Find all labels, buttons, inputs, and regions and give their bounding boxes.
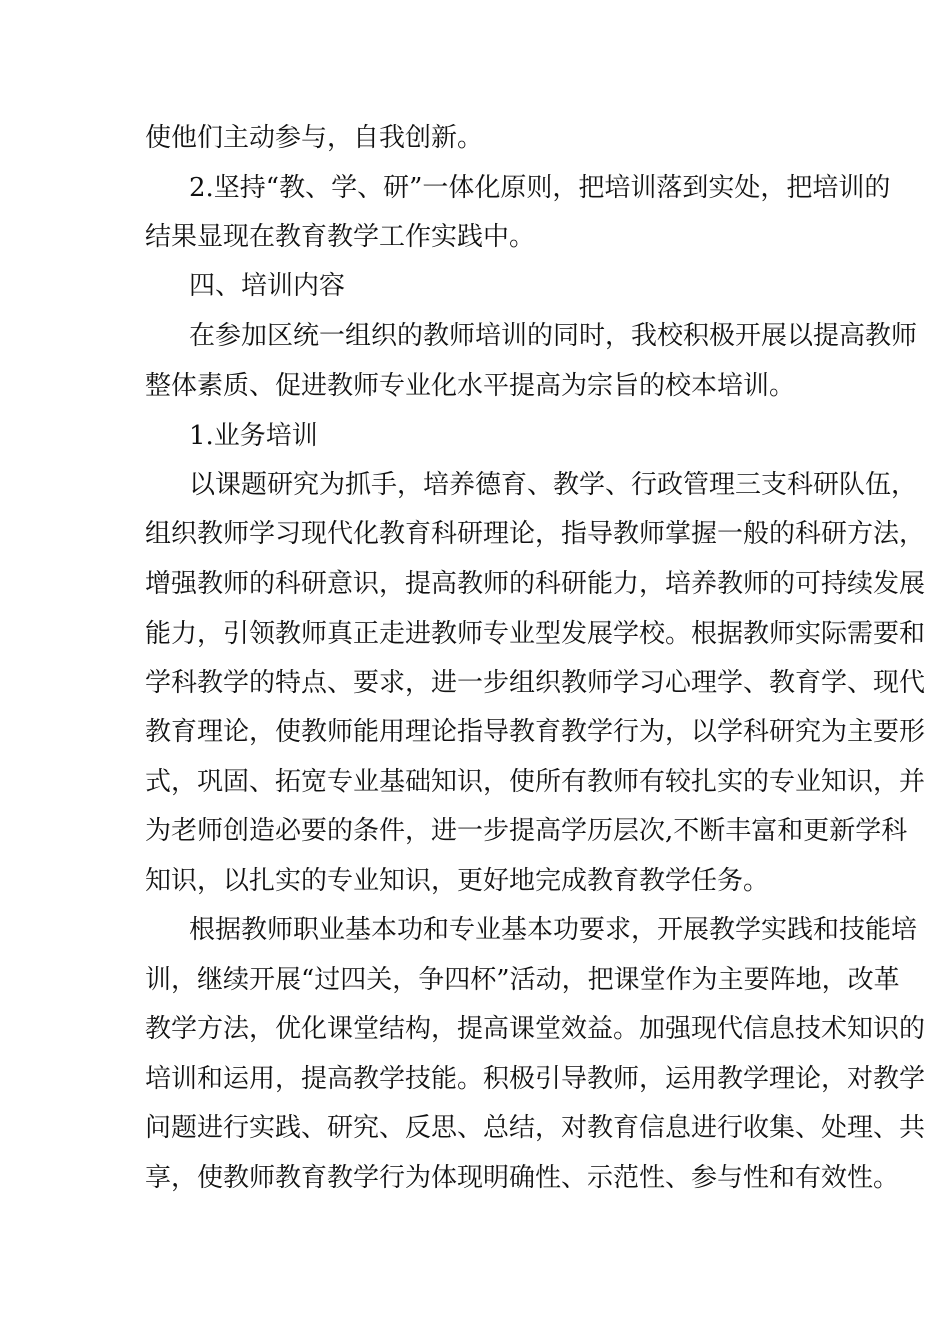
text-line: 2.坚持“教、学、研”一体化原则，把培训落到实处，把培训的 [189,173,891,203]
subsection-heading: 1.业务培训 [189,421,318,451]
text-line: 问题进行实践、研究、反思、总结，对教育信息进行收集、处理、共 [145,1113,926,1143]
text-line: 组织教师学习现代化教育科研理论，指导教师掌握一般的科研方法， [145,519,926,549]
text-line: 以课题研究为抓手，培养德育、教学、行政管理三支科研队伍， [189,470,918,500]
text-line: 使他们主动参与，自我创新。 [145,123,484,153]
text-line: 知识，以扎实的专业知识，更好地完成教育教学任务。 [145,866,770,896]
text-line: 训，继续开展“过四关，争四杯”活动，把课堂作为主要阵地，改革 [145,965,900,995]
text-line: 根据教师职业基本功和专业基本功要求，开展教学实践和技能培 [189,915,918,945]
text-line: 教育理论，使教师能用理论指导教育教学行为，以学科研究为主要形 [145,717,926,747]
text-line: 式，巩固、拓宽专业基础知识，使所有教师有较扎实的专业知识，并 [145,767,926,797]
text-line: 整体素质、促进教师专业化水平提高为宗旨的校本培训。 [145,371,796,401]
section-heading: 四、培训内容 [189,271,346,301]
text-line: 能力，引领教师真正走进教师专业型发展学校。根据教师实际需要和 [145,619,926,649]
text-line: 在参加区统一组织的教师培训的同时，我校积极开展以提高教师 [189,321,918,351]
text-line: 学科教学的特点、要求，进一步组织教师学习心理学、教育学、现代 [145,668,926,698]
text-line: 结果显现在教育教学工作实践中。 [145,222,536,252]
text-line: 培训和运用，提高教学技能。积极引导教师，运用教学理论，对教学 [145,1064,926,1094]
text-line: 教学方法，优化课堂结构，提高课堂效益。加强现代信息技术知识的 [145,1014,926,1044]
text-line: 享，使教师教育教学行为体现明确性、示范性、参与性和有效性。 [145,1163,900,1193]
text-line: 增强教师的科研意识，提高教师的科研能力，培养教师的可持续发展 [145,569,926,599]
text-line: 为老师创造必要的条件，进一步提高学历层次,不断丰富和更新学科 [145,816,908,846]
